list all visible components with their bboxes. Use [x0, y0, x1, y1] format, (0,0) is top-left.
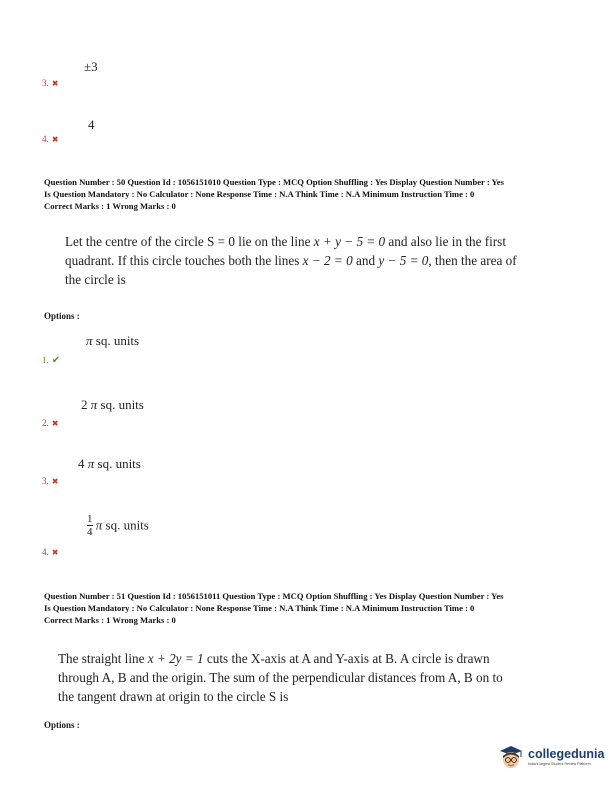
- meta-line: Is Question Mandatory : No Calculator : None Response Time : N.A Think Time : N.A Minimum Instruction Time : 0: [44, 603, 475, 613]
- question-51-text: [58, 649, 558, 706]
- option-4-number: 4. ✖: [42, 547, 59, 557]
- prev-option-3-value: ±3: [84, 59, 98, 74]
- option-2-number: 2. ✖: [42, 418, 59, 428]
- question-line: quadrant. If this circle touches both the lines x − 2 = 0 and y − 5 = 0, then the area of: [65, 253, 517, 268]
- fraction: $\frac{1}{4}$: [87, 513, 93, 538]
- meta-line: Is Question Mandatory : No Calculator : None Response Time : N.A Think Time : N.A Minimum Instruction Time : 0: [44, 189, 475, 199]
- mascot-icon: [497, 743, 525, 771]
- meta-line: Question Number : 50 Question Id : 1056151010 Question Type : MCQ Option Shuffling : Yes Display Question Number : Yes: [44, 177, 504, 187]
- question-line: through A, B and the origin. The sum of the perpendicular distances from A, B on to: [58, 670, 503, 685]
- option-1-number: 1. ✔: [42, 355, 61, 366]
- prev-option-3-number: 3. ✖: [42, 78, 59, 88]
- options-label: Options :: [44, 311, 80, 321]
- prev-option-4-number: 4. ✖: [42, 134, 59, 144]
- wrong-mark-icon: ✖: [51, 419, 59, 428]
- option-2-value: 2 π sq. units: [81, 397, 144, 412]
- meta-line: Correct Marks : 1 Wrong Marks : 0: [44, 201, 176, 211]
- wrong-mark-icon: ✖: [51, 135, 59, 144]
- prev-option-4-value: 4: [88, 117, 95, 132]
- question-51-meta: [44, 590, 504, 626]
- question-line: The straight line x + 2y = 1 cuts the X-axis at A and Y-axis at B. A circle is drawn: [58, 651, 490, 666]
- options-label: Options :: [44, 720, 80, 730]
- option-3-number: 3. ✖: [42, 476, 59, 486]
- question-line: the tangent drawn at origin to the circle S is: [58, 689, 289, 704]
- wrong-mark-icon: ✖: [51, 477, 59, 486]
- question-line: Let the centre of the circle S = 0 lie on the line x + y − 5 = 0 and also lie in the first: [65, 234, 506, 249]
- option-4-value: $\frac{1}{4}$ π sq. units: [87, 513, 149, 538]
- logo-name: collegedunia: [528, 747, 605, 761]
- option-3-value: 4 π sq. units: [78, 456, 141, 471]
- option-1-value: π sq. units: [86, 333, 140, 348]
- check-mark-icon: ✔: [51, 355, 61, 366]
- collegedunia-logo: [497, 743, 604, 771]
- wrong-mark-icon: ✖: [51, 79, 59, 88]
- wrong-mark-icon: ✖: [51, 548, 59, 557]
- meta-line: Question Number : 51 Question Id : 1056151011 Question Type : MCQ Option Shuffling : Yes Display Question Number : Yes: [44, 591, 504, 601]
- logo-tagline: India's largest Student Review Platform: [528, 762, 591, 766]
- question-50-text: [65, 232, 555, 289]
- meta-line: Correct Marks : 1 Wrong Marks : 0: [44, 615, 176, 625]
- question-line: the circle is: [65, 272, 126, 287]
- question-50-meta: [44, 176, 504, 212]
